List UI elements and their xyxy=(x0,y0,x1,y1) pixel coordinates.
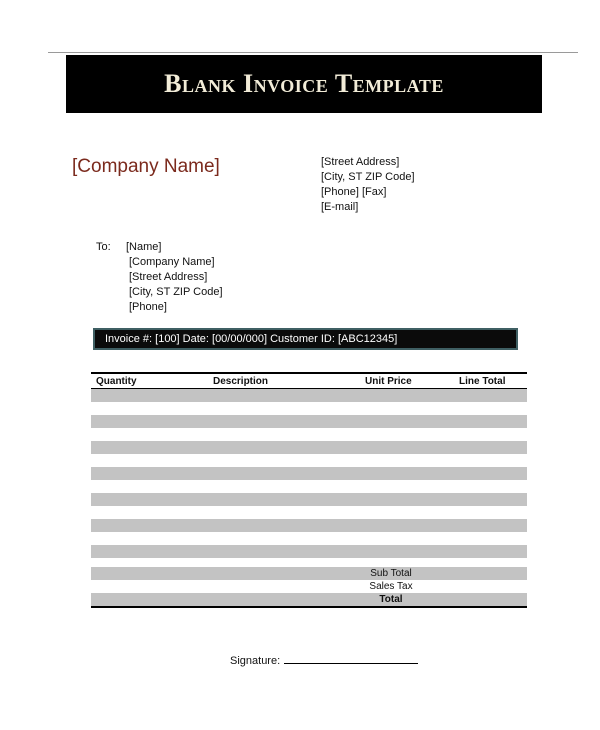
table-row xyxy=(91,493,527,506)
document-title: Blank Invoice Template xyxy=(164,69,444,98)
totals-bottom-rule xyxy=(91,606,527,608)
sales-tax-label: Sales Tax xyxy=(369,581,413,592)
total-label: Total xyxy=(379,594,403,605)
company-email: [E-mail] xyxy=(321,201,359,213)
table-row xyxy=(91,441,527,454)
table-row xyxy=(91,545,527,558)
recipient-city: [City, ST ZIP Code] xyxy=(129,286,223,298)
recipient-phone: [Phone] xyxy=(129,301,167,313)
company-phone-fax: [Phone] [Fax] xyxy=(321,186,387,198)
sub-total-label: Sub Total xyxy=(370,568,412,579)
table-header-row xyxy=(91,374,527,389)
table-row xyxy=(91,415,527,428)
company-address-block xyxy=(321,155,415,215)
sales-tax-row xyxy=(91,580,527,593)
table-row xyxy=(91,532,527,545)
totals-section xyxy=(91,567,527,608)
signature-label: Signature: xyxy=(230,655,281,667)
company-name: [Company Name] xyxy=(72,156,220,177)
recipient-street: [Street Address] xyxy=(129,271,208,283)
recipient-company: [Company Name] xyxy=(129,256,215,268)
total-row xyxy=(91,593,527,606)
header-quantity: Quantity xyxy=(96,376,137,387)
table-row xyxy=(91,480,527,493)
table-row xyxy=(91,402,527,415)
top-divider xyxy=(48,52,578,53)
company-street: [Street Address] xyxy=(321,156,400,168)
table-row xyxy=(91,389,527,402)
invoice-info-text: Invoice #: [100] Date: [00/00/000] Customer ID: [ABC12345] xyxy=(105,333,398,345)
title-banner xyxy=(66,55,542,113)
recipient-address-block xyxy=(126,240,223,315)
sub-total-row xyxy=(91,567,527,580)
to-label: To: xyxy=(96,241,111,253)
table-row xyxy=(91,506,527,519)
signature-line[interactable] xyxy=(284,653,418,664)
line-items-table xyxy=(91,372,527,558)
table-row xyxy=(91,454,527,467)
table-row xyxy=(91,467,527,480)
signature-area xyxy=(230,653,418,667)
table-row xyxy=(91,428,527,441)
header-unit-price: Unit Price xyxy=(365,376,412,387)
invoice-info-bar xyxy=(93,328,518,350)
recipient-name: [Name] xyxy=(126,241,162,253)
table-row xyxy=(91,519,527,532)
header-description: Description xyxy=(213,376,269,387)
header-line-total: Line Total xyxy=(459,376,506,387)
company-city: [City, ST ZIP Code] xyxy=(321,171,415,183)
